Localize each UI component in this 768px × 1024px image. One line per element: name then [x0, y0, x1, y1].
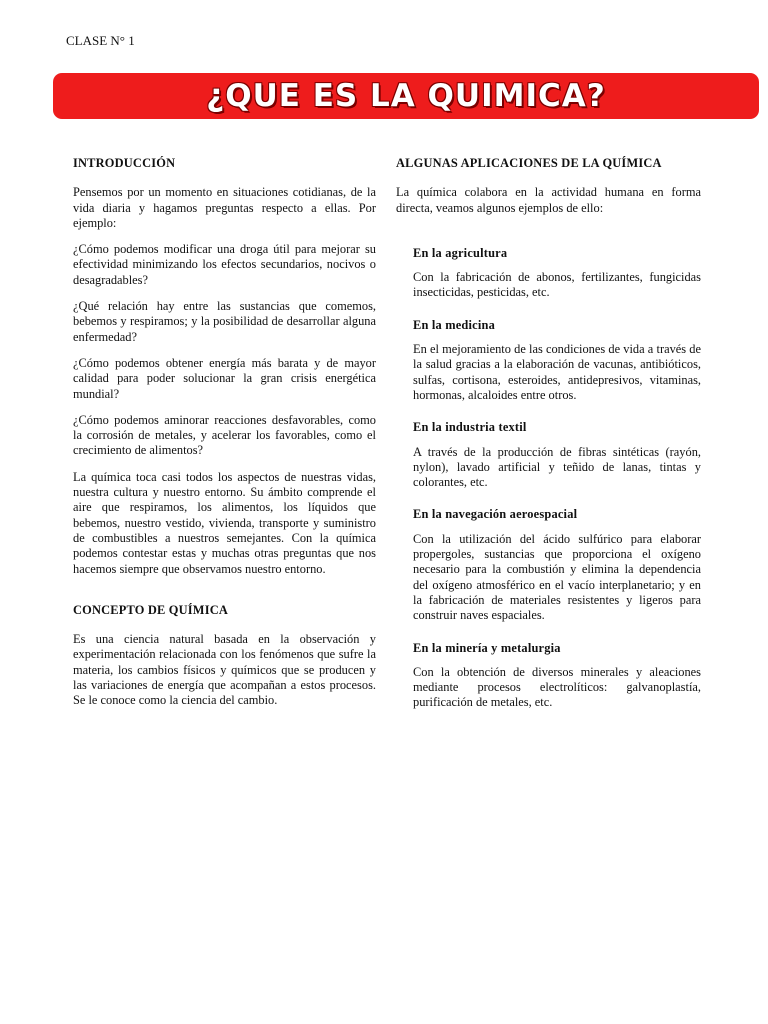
application-text: En el mejoramiento de las condiciones de vida a través de la salud gracias a la elaboración de vacunas, antibióticos, sulfas, cortisona, esteroides, antidepresivos, vitaminas, hormonas, alcaloides entre otros.: [413, 342, 701, 402]
application-text: Con la obtención de diversos minerales y aleaciones mediante procesos electrolíticos: galvanoplastía, purificación de metales, etc.: [413, 664, 701, 710]
applications-list: [396, 246, 701, 711]
application-title: En la agricultura: [413, 245, 508, 260]
application-title: En la minería y metalurgia: [413, 640, 561, 655]
applications-intro: La química colabora en la actividad humana en forma directa, veamos algunos ejemplos de ello:: [396, 185, 701, 215]
application-text: A través de la producción de fibras sintéticas (rayón, nylon), lavado artificial y teñido de lanas, tintas y colorantes, etc.: [413, 444, 701, 490]
application-item: [413, 318, 701, 403]
application-title: En la medicina: [413, 317, 495, 332]
concept-heading: CONCEPTO DE QUÍMICA: [73, 602, 229, 617]
application-item: [413, 246, 701, 301]
application-title: En la navegación aeroespacial: [413, 507, 578, 522]
class-number-label: CLASE N° 1: [66, 33, 135, 48]
applications-heading: ALGUNAS APLICACIONES DE LA QUÍMICA: [396, 156, 662, 170]
question-paragraph: ¿Cómo podemos obtener energía más barata y de mayor calidad para poder solucionar la gran crisis energética mundial?: [73, 355, 376, 401]
question-paragraph: ¿Qué relación hay entre las sustancias que comemos, bebemos y respiramos; y la posibilidad de desarrollar alguna enfermedad?: [73, 299, 376, 344]
application-text: Con la utilización del ácido sulfúrico para elaborar propergoles, sustancias que proporciona el oxígeno necesario para la combustión y elimina la dependencia del oxígeno atmosférico en el vacío interplanetario; y en la fabricación de materiales resistentes y ligeros para construir naves espaciales.: [413, 531, 701, 623]
application-item: [413, 507, 701, 623]
right-column: [396, 156, 701, 711]
left-column: [73, 156, 376, 709]
intro-heading: INTRODUCCIÓN: [73, 156, 176, 170]
application-item: [413, 420, 701, 490]
concept-paragraph: Es una ciencia natural basada en la observación y experimentación relacionada con los fenómenos que sufre la materia, los cambios físicos y químicos que se producen y las variaciones de energía que acompañan a estos procesos. Se le conoce como la ciencia del cambio.: [73, 632, 376, 708]
page-title: ¿QUE ES LA QUIMICA?: [206, 78, 606, 114]
intro-paragraph: Pensemos por un momento en situaciones cotidianas, de la vida diaria y hagamos preguntas respecto a ellas. Por ejemplo:: [73, 185, 376, 230]
question-paragraph: ¿Cómo podemos aminorar reacciones desfavorables, como la corrosión de metales, y acelerar los favorables, como el crecimiento de alimentos?: [73, 412, 376, 458]
question-paragraph: ¿Cómo podemos modificar una droga útil para mejorar su efectividad minimizando los efectos secundarios, nocivos o desagradables?: [73, 242, 376, 287]
title-banner: [53, 73, 759, 119]
summary-paragraph: La química toca casi todos los aspectos de nuestras vidas, nuestra cultura y nuestro entorno. Su ámbito comprende el aire que respiramos, los alimentos, los líquidos que bebemos, nuestro vestido, vivienda, transporte y suministro de combustibles a nuestros semejantes. Con la química podemos contestar estas y muchas otras preguntas que nos hacemos siempre que observamos nuestro entorno.: [73, 469, 376, 576]
application-item: [413, 641, 701, 711]
application-text: Con la fabricación de abonos, fertilizantes, fungicidas insecticidas, pesticidas, etc.: [413, 270, 701, 300]
application-title: En la industria textil: [413, 420, 527, 435]
